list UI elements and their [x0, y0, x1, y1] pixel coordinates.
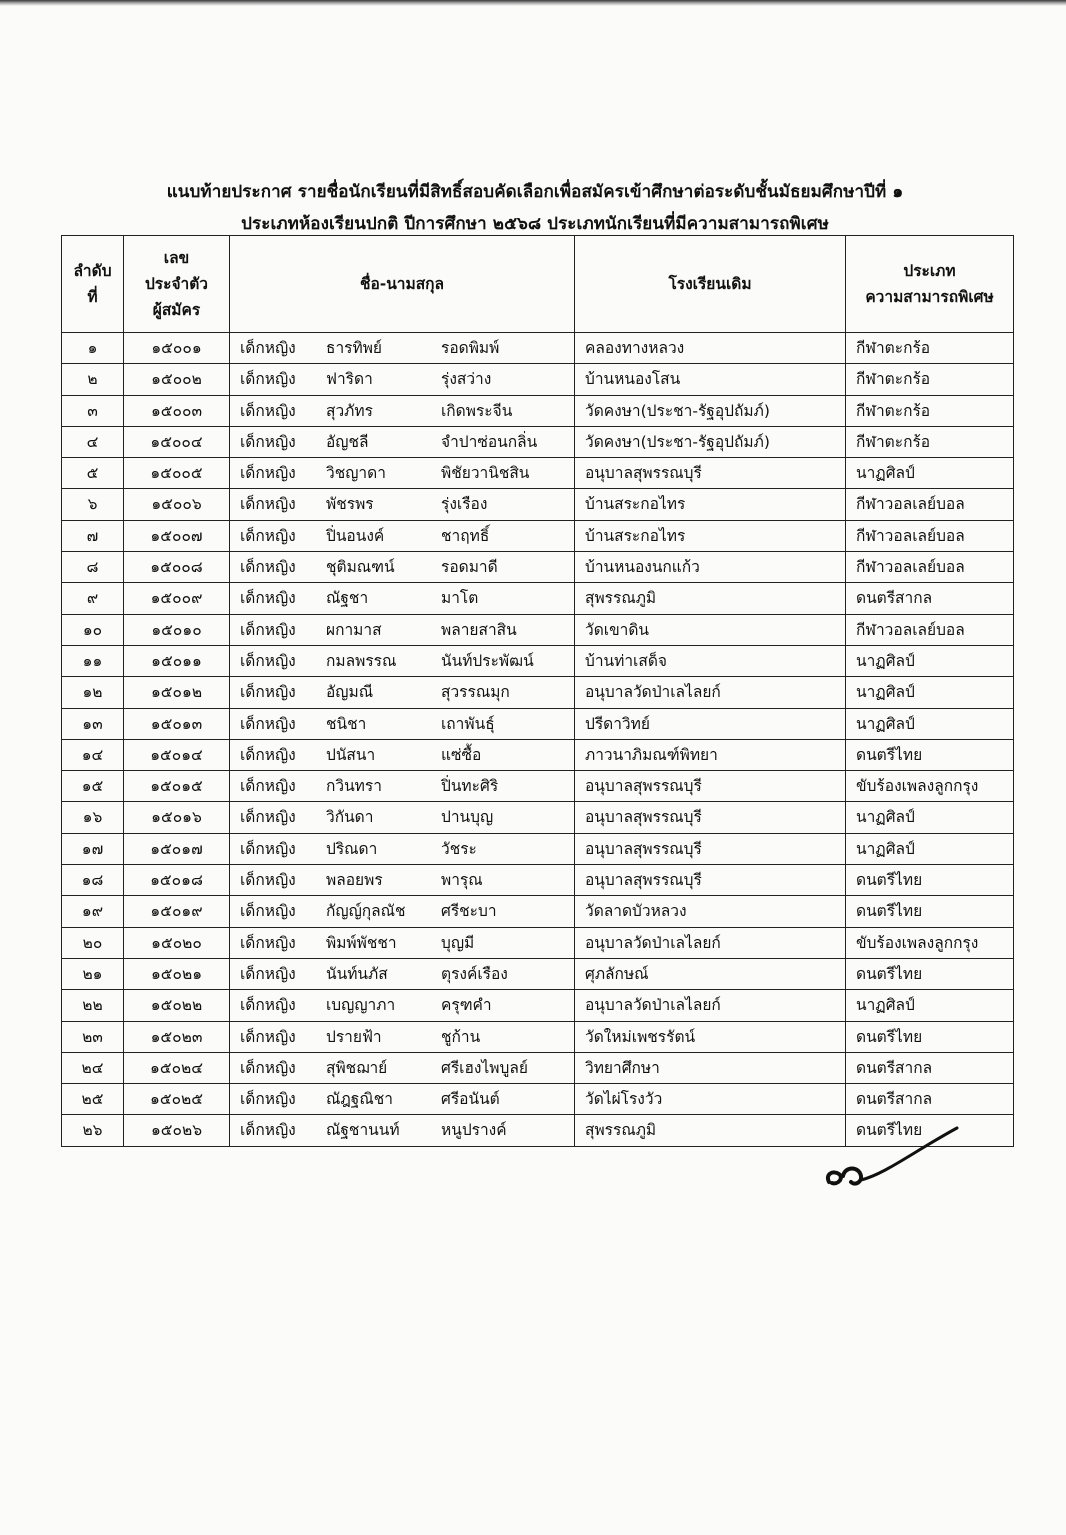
first-name: ณัฐชานนท์: [326, 1121, 400, 1140]
name-prefix: เด็กหญิง: [240, 370, 296, 389]
table-row: [62, 708, 1014, 739]
cell-order: ๑๙: [62, 896, 124, 927]
cell-school: บ้านหนองโสน: [575, 364, 846, 395]
first-name: ผกามาส: [326, 620, 382, 639]
cell-order: ๑: [62, 333, 124, 364]
header-talent-line: ความสามารถพิเศษ: [865, 288, 994, 306]
first-name: ปริณดา: [326, 839, 378, 858]
cell-name: [230, 1115, 575, 1146]
first-name: กมลพรรณ: [326, 651, 397, 670]
name-prefix: เด็กหญิง: [240, 964, 296, 983]
cell-applicant-id: ๑๕๐๒๖: [124, 1115, 230, 1146]
last-name: เถาพันธุ์: [441, 714, 495, 733]
cell-applicant-id: ๑๕๐๒๓: [124, 1021, 230, 1052]
header-name: ชื่อ-นามสกุล: [230, 236, 575, 333]
name-prefix: เด็กหญิง: [240, 871, 296, 890]
last-name: รอดมาดี: [441, 558, 498, 577]
header-applicant-id: [124, 236, 230, 333]
table-row: [62, 364, 1014, 395]
document-title-line-1: แนบท้ายประกาศ รายชื่อนักเรียนที่มีสิทธิ์สอบคัดเลือกเพื่อสมัครเข้าศึกษาต่อระดับชั้นมัธยมศึกษาปีที่ ๑: [166, 182, 904, 202]
first-name: กวินทรา: [326, 777, 382, 796]
last-name: พารุณ: [441, 871, 483, 890]
name-prefix: เด็กหญิง: [240, 808, 296, 827]
last-name: ศรีอนันต์: [441, 1090, 500, 1109]
name-prefix: เด็กหญิง: [240, 745, 296, 764]
cell-order: ๑๒: [62, 677, 124, 708]
cell-name: [230, 364, 575, 395]
last-name: ศรีเฮงไพบูลย์: [441, 1058, 528, 1077]
cell-talent: กีฬาตะกร้อ: [846, 426, 1014, 457]
cell-order: ๑๔: [62, 739, 124, 770]
last-name: รอดพิมพ์: [441, 339, 500, 357]
header-applicant-id-line: ผู้สมัคร: [152, 301, 201, 319]
cell-school: อนุบาลสุพรรณบุรี: [575, 458, 846, 489]
first-name: ชุติมณฑน์: [326, 558, 395, 577]
cell-talent: นาฏศิลป์: [846, 458, 1014, 489]
cell-school: อนุบาลวัดป่าเลไลยก์: [575, 990, 846, 1021]
document-title-line-2: ประเภทห้องเรียนปกติ ปีการศึกษา ๒๕๖๘ ประเภทนักเรียนที่มีความสามารถพิเศษ: [241, 214, 829, 234]
cell-order: ๘: [62, 552, 124, 583]
first-name: เบญญาภา: [326, 996, 396, 1015]
cell-name: [230, 896, 575, 927]
first-name: ปรายฟ้า: [326, 1027, 382, 1046]
cell-school: วัดคงษา(ประชา-รัฐอุปถัมภ์): [575, 395, 846, 426]
table-row: [62, 395, 1014, 426]
first-name: ธารทิพย์: [326, 339, 383, 357]
cell-school: วัดคงษา(ประชา-รัฐอุปถัมภ์): [575, 426, 846, 457]
cell-order: ๗: [62, 520, 124, 551]
cell-talent: ดนตรีไทย: [846, 1021, 1014, 1052]
cell-talent: นาฏศิลป์: [846, 645, 1014, 676]
cell-order: ๒๒: [62, 990, 124, 1021]
cell-applicant-id: ๑๕๐๐๗: [124, 520, 230, 551]
cell-order: ๒๕: [62, 1084, 124, 1115]
name-prefix: เด็กหญิง: [240, 839, 296, 858]
header-order: [62, 236, 124, 333]
last-name: ชูก้าน: [441, 1027, 481, 1046]
cell-applicant-id: ๑๕๐๑๗: [124, 833, 230, 864]
cell-order: ๑๕: [62, 771, 124, 802]
first-name: สุวภัทร: [326, 401, 373, 420]
header-talent: [846, 236, 1014, 333]
first-name: กัญญ์กุลณัช: [326, 902, 406, 921]
cell-name: [230, 645, 575, 676]
name-prefix: เด็กหญิง: [240, 620, 296, 639]
cell-talent: ดนตรีไทย: [846, 1115, 1014, 1146]
table-row: [62, 552, 1014, 583]
cell-name: [230, 771, 575, 802]
table-row: [62, 426, 1014, 457]
cell-name: [230, 520, 575, 551]
table-row: [62, 520, 1014, 551]
cell-applicant-id: ๑๕๐๑๕: [124, 771, 230, 802]
cell-school: สุพรรณภูมิ: [575, 1115, 846, 1146]
name-prefix: เด็กหญิง: [240, 902, 296, 921]
cell-school: ศุภลักษณ์: [575, 958, 846, 989]
cell-name: [230, 333, 575, 364]
name-prefix: เด็กหญิง: [240, 526, 296, 545]
last-name: ปิ่นทะศิริ: [441, 777, 499, 796]
cell-talent: นาฏศิลป์: [846, 833, 1014, 864]
last-name: มาโต: [441, 589, 479, 608]
cell-name: [230, 677, 575, 708]
last-name: นันท์ประพัฒน์: [441, 651, 534, 670]
cell-name: [230, 739, 575, 770]
cell-order: ๑๑: [62, 645, 124, 676]
name-prefix: เด็กหญิง: [240, 777, 296, 796]
cell-school: บ้านท่าเสด็จ: [575, 645, 846, 676]
first-name: ปนัสนา: [326, 745, 376, 764]
cell-school: บ้านสระกอไทร: [575, 520, 846, 551]
cell-talent: ขับร้องเพลงลูกกรุง: [846, 771, 1014, 802]
cell-school: อนุบาลวัดป่าเลไลยก์: [575, 927, 846, 958]
applicant-table: [61, 235, 1014, 1147]
cell-order: ๑๗: [62, 833, 124, 864]
last-name: วัชระ: [441, 839, 477, 858]
cell-talent: ดนตรีไทย: [846, 896, 1014, 927]
cell-order: ๓: [62, 395, 124, 426]
cell-name: [230, 865, 575, 896]
name-prefix: เด็กหญิง: [240, 714, 296, 733]
name-prefix: เด็กหญิง: [240, 495, 296, 514]
cell-name: [230, 802, 575, 833]
cell-talent: ดนตรีไทย: [846, 865, 1014, 896]
cell-applicant-id: ๑๕๐๑๑: [124, 645, 230, 676]
scan-top-edge: [0, 0, 1066, 6]
cell-school: คลองทางหลวง: [575, 333, 846, 364]
table-row: [62, 771, 1014, 802]
cell-talent: กีฬาตะกร้อ: [846, 364, 1014, 395]
cell-order: ๑๓: [62, 708, 124, 739]
first-name: อัญมณี: [326, 683, 374, 702]
header-order-line: ลำดับ: [73, 262, 112, 280]
table-header-row: [62, 236, 1014, 333]
table-row: [62, 990, 1014, 1021]
cell-order: ๖: [62, 489, 124, 520]
cell-school: ภาวนาภิมณฑ์พิทยา: [575, 739, 846, 770]
name-prefix: เด็กหญิง: [240, 1121, 296, 1140]
name-prefix: เด็กหญิง: [240, 339, 296, 357]
cell-talent: นาฏศิลป์: [846, 990, 1014, 1021]
cell-applicant-id: ๑๕๐๐๔: [124, 426, 230, 457]
cell-talent: กีฬาวอลเลย์บอล: [846, 552, 1014, 583]
cell-applicant-id: ๑๕๐๑๒: [124, 677, 230, 708]
cell-name: [230, 1052, 575, 1083]
last-name: รุ่งสว่าง: [441, 370, 492, 389]
table-row: [62, 1052, 1014, 1083]
header-talent-line: ประเภท: [903, 262, 956, 280]
cell-school: วัดใหม่เพชรรัตน์: [575, 1021, 846, 1052]
table-row: [62, 583, 1014, 614]
cell-name: [230, 458, 575, 489]
cell-name: [230, 489, 575, 520]
cell-order: ๔: [62, 426, 124, 457]
first-name: ณัฐชา: [326, 589, 369, 608]
table-row: [62, 645, 1014, 676]
cell-talent: ดนตรีไทย: [846, 958, 1014, 989]
cell-name: [230, 708, 575, 739]
cell-applicant-id: ๑๕๐๐๒: [124, 364, 230, 395]
cell-applicant-id: ๑๕๐๑๙: [124, 896, 230, 927]
cell-order: ๑๘: [62, 865, 124, 896]
cell-applicant-id: ๑๕๐๑๘: [124, 865, 230, 896]
first-name: พลอยพร: [326, 871, 383, 890]
cell-school: อนุบาลวัดป่าเลไลยก์: [575, 677, 846, 708]
cell-applicant-id: ๑๕๐๒๑: [124, 958, 230, 989]
cell-applicant-id: ๑๕๐๑๖: [124, 802, 230, 833]
cell-order: ๑๖: [62, 802, 124, 833]
cell-name: [230, 1084, 575, 1115]
cell-school: วัดลาดบัวหลวง: [575, 896, 846, 927]
last-name: ครุฑคำ: [441, 996, 492, 1015]
cell-applicant-id: ๑๕๐๐๓: [124, 395, 230, 426]
cell-school: สุพรรณภูมิ: [575, 583, 846, 614]
cell-order: ๒๓: [62, 1021, 124, 1052]
cell-applicant-id: ๑๕๐๒๐: [124, 927, 230, 958]
cell-applicant-id: ๑๕๐๐๘: [124, 552, 230, 583]
last-name: พิชัยวานิชสิน: [441, 464, 530, 483]
last-name: ปานบุญ: [441, 808, 494, 827]
name-prefix: เด็กหญิง: [240, 1058, 296, 1077]
cell-school: วิทยาศึกษา: [575, 1052, 846, 1083]
cell-applicant-id: ๑๕๐๐๕: [124, 458, 230, 489]
first-name: อัญชลี: [326, 432, 369, 451]
last-name: ศรีชะบา: [441, 902, 497, 921]
cell-school: วัดไผ่โรงวัว: [575, 1084, 846, 1115]
header-school: โรงเรียนเดิม: [575, 236, 846, 333]
name-prefix: เด็กหญิง: [240, 933, 296, 952]
last-name: ชาฤทธิ์: [441, 526, 490, 545]
first-name: ปิ่นอนงค์: [326, 526, 385, 545]
cell-school: บ้านหนองนกแก้ว: [575, 552, 846, 583]
name-prefix: เด็กหญิง: [240, 1090, 296, 1109]
cell-school: อนุบาลสุพรรณบุรี: [575, 833, 846, 864]
cell-applicant-id: ๑๕๐๒๔: [124, 1052, 230, 1083]
cell-school: อนุบาลสุพรรณบุรี: [575, 802, 846, 833]
cell-applicant-id: ๑๕๐๐๙: [124, 583, 230, 614]
cell-name: [230, 833, 575, 864]
cell-order: ๒๔: [62, 1052, 124, 1083]
header-applicant-id-line: เลข: [163, 249, 190, 267]
table-row: [62, 927, 1014, 958]
name-prefix: เด็กหญิง: [240, 996, 296, 1015]
cell-order: ๒๐: [62, 927, 124, 958]
table-row: [62, 489, 1014, 520]
header-order-line: ที่: [87, 288, 98, 306]
cell-applicant-id: ๑๕๐๑๓: [124, 708, 230, 739]
cell-order: ๒๖: [62, 1115, 124, 1146]
cell-school: บ้านสระกอไทร: [575, 489, 846, 520]
last-name: สุวรรณมุก: [441, 683, 510, 702]
cell-talent: ดนตรีสากล: [846, 1052, 1014, 1083]
cell-applicant-id: ๑๕๐๐๑: [124, 333, 230, 364]
name-prefix: เด็กหญิง: [240, 401, 296, 420]
last-name: หนูปรางค์: [441, 1121, 507, 1140]
cell-name: [230, 990, 575, 1021]
cell-talent: ขับร้องเพลงลูกกรุง: [846, 927, 1014, 958]
last-name: บุญมี: [441, 933, 475, 952]
cell-talent: นาฏศิลป์: [846, 802, 1014, 833]
cell-applicant-id: ๑๕๐๑๐: [124, 614, 230, 645]
cell-applicant-id: ๑๕๐๒๕: [124, 1084, 230, 1115]
cell-talent: กีฬาตะกร้อ: [846, 395, 1014, 426]
table-row: [62, 833, 1014, 864]
name-prefix: เด็กหญิง: [240, 558, 296, 577]
name-prefix: เด็กหญิง: [240, 464, 296, 483]
table-row: [62, 739, 1014, 770]
header-applicant-id-line: ประจำตัว: [144, 275, 209, 293]
cell-order: ๒๑: [62, 958, 124, 989]
cell-school: อนุบาลสุพรรณบุรี: [575, 771, 846, 802]
first-name: วิชญาดา: [326, 464, 386, 483]
first-name: นันท์นภัส: [326, 964, 388, 983]
cell-order: ๕: [62, 458, 124, 489]
cell-name: [230, 614, 575, 645]
cell-applicant-id: ๑๕๐๑๔: [124, 739, 230, 770]
cell-talent: กีฬาวอลเลย์บอล: [846, 520, 1014, 551]
cell-school: วัดเขาดิน: [575, 614, 846, 645]
table-row: [62, 458, 1014, 489]
first-name: วิกันดา: [326, 808, 374, 827]
cell-talent: นาฏศิลป์: [846, 677, 1014, 708]
first-name: ชนิชา: [326, 714, 367, 733]
table-row: [62, 677, 1014, 708]
first-name: พิมพ์พัชชา: [326, 933, 397, 952]
cell-school: อนุบาลสุพรรณบุรี: [575, 865, 846, 896]
name-prefix: เด็กหญิง: [240, 651, 296, 670]
first-name: พัชรพร: [326, 495, 374, 514]
first-name: ฟาริดา: [326, 370, 373, 389]
cell-order: ๑๐: [62, 614, 124, 645]
cell-name: [230, 426, 575, 457]
cell-talent: ดนตรีสากล: [846, 1084, 1014, 1115]
cell-name: [230, 1021, 575, 1052]
table-row: [62, 865, 1014, 896]
cell-name: [230, 552, 575, 583]
cell-talent: กีฬาวอลเลย์บอล: [846, 614, 1014, 645]
page-number-signature: [815, 1118, 965, 1208]
name-prefix: เด็กหญิง: [240, 432, 296, 451]
cell-talent: นาฏศิลป์: [846, 708, 1014, 739]
cell-name: [230, 395, 575, 426]
name-prefix: เด็กหญิง: [240, 589, 296, 608]
last-name: แซ่ซื้อ: [441, 745, 482, 764]
cell-name: [230, 583, 575, 614]
first-name: สุพิชฌาย์: [326, 1058, 388, 1077]
last-name: รุ่งเรือง: [441, 495, 488, 514]
last-name: พลายสาสิน: [441, 620, 517, 639]
cell-applicant-id: ๑๕๐๐๖: [124, 489, 230, 520]
cell-talent: กีฬาวอลเลย์บอล: [846, 489, 1014, 520]
cell-talent: ดนตรีสากล: [846, 583, 1014, 614]
last-name: เกิดพระจีน: [441, 401, 513, 420]
last-name: ตุรงค์เรือง: [441, 964, 508, 983]
cell-talent: กีฬาตะกร้อ: [846, 333, 1014, 364]
table-row: [62, 333, 1014, 364]
first-name: ณัฎฐณิชา: [326, 1090, 393, 1109]
cell-applicant-id: ๑๕๐๒๒: [124, 990, 230, 1021]
name-prefix: เด็กหญิง: [240, 1027, 296, 1046]
cell-talent: ดนตรีไทย: [846, 739, 1014, 770]
cell-school: ปรีดาวิทย์: [575, 708, 846, 739]
last-name: จำปาซ่อนกลิ่น: [441, 432, 538, 451]
table-row: [62, 958, 1014, 989]
table-row: [62, 896, 1014, 927]
table-row: [62, 1021, 1014, 1052]
cell-order: ๙: [62, 583, 124, 614]
table-row: [62, 1084, 1014, 1115]
cell-name: [230, 958, 575, 989]
cell-name: [230, 927, 575, 958]
cell-order: ๒: [62, 364, 124, 395]
name-prefix: เด็กหญิง: [240, 683, 296, 702]
table-row: [62, 802, 1014, 833]
table-row: [62, 614, 1014, 645]
